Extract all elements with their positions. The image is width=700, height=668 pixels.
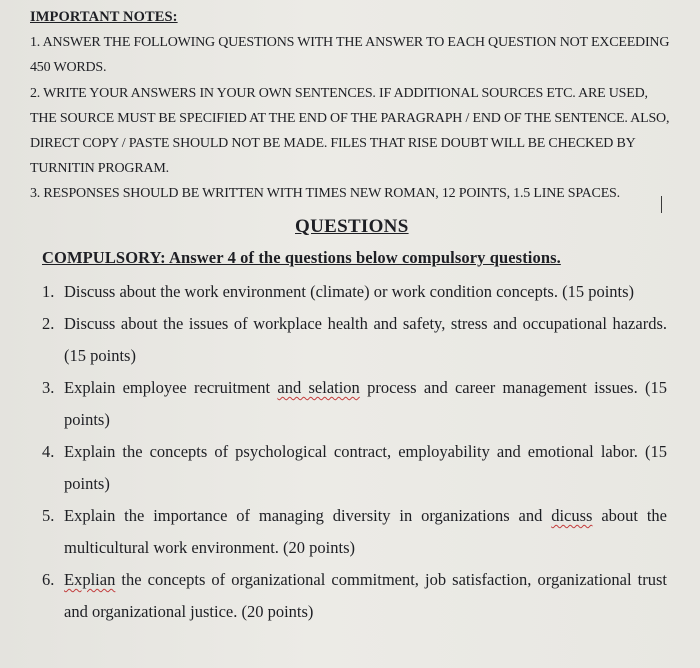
question-text-end: about the multicultural work environment. (20 points): [64, 506, 667, 557]
question-item: [42, 276, 667, 308]
question-text: Explain the concepts of psychological contract, employability and emotional labor. (15 points): [64, 442, 667, 493]
question-text-start: Explain employee recruitment: [64, 378, 278, 397]
question-text: [64, 372, 667, 436]
question-text: Discuss about the issues of workplace health and safety, stress and occupational hazards. (15 points): [64, 314, 667, 365]
question-text: [64, 500, 667, 564]
spellcheck-flagged-word: Explian: [64, 570, 116, 589]
note-item: 2. WRITE YOUR ANSWERS IN YOUR OWN SENTENCES. IF ADDITIONAL SOURCES ETC. ARE USED, THE SOURCE MUST BE SPECIFIED AT THE END OF THE PARAGRAPH / END OF THE SENTENCE. ALSO, DIRECT COPY / PASTE SHOULD NOT BE MADE. FILES THAT RISE DOUBT WILL BE CHECKED BY TURNITIN PROGRAM.: [30, 85, 670, 177]
question-text-start: Explain the importance of managing diversity in organizations and: [64, 506, 552, 525]
question-item: [42, 436, 667, 500]
compulsory-instruction: COMPULSORY: Answer 4 of the questions below compulsory questions.: [42, 248, 561, 267]
spellcheck-flagged-word: and selation: [277, 378, 360, 397]
question-item: [42, 372, 667, 436]
note-item: 3. RESPONSES SHOULD BE WRITTEN WITH TIMES NEW ROMAN, 12 POINTS, 1.5 LINE SPACES.: [30, 186, 620, 202]
question-number: 2.: [42, 314, 55, 333]
question-number: 4.: [42, 442, 55, 461]
question-item: [42, 500, 667, 564]
spellcheck-flagged-word: dicuss: [551, 506, 593, 525]
important-notes: [30, 5, 670, 207]
question-text: Discuss about the work environment (climate) or work condition concepts. (15 points): [64, 282, 635, 301]
question-number: 6.: [42, 570, 55, 589]
text-cursor: [661, 196, 662, 213]
question-list: [42, 276, 667, 628]
question-text: [64, 564, 667, 628]
question-number: 5.: [42, 506, 55, 525]
question-item: [42, 308, 667, 372]
question-item: [42, 564, 667, 628]
note-item: 1. ANSWER THE FOLLOWING QUESTIONS WITH THE ANSWER TO EACH QUESTION NOT EXCEEDING 450 WORDS.: [30, 35, 670, 76]
question-text-end: the concepts of organizational commitment, job satisfaction, organizational trust and organizational justice. (20 points): [64, 570, 667, 621]
notes-title: IMPORTANT NOTES:: [30, 9, 178, 25]
question-text-end: process and career management issues. (15 points): [64, 378, 667, 429]
question-number: 3.: [42, 378, 55, 397]
question-number: 1.: [42, 282, 55, 301]
questions-heading: QUESTIONS: [295, 216, 409, 237]
